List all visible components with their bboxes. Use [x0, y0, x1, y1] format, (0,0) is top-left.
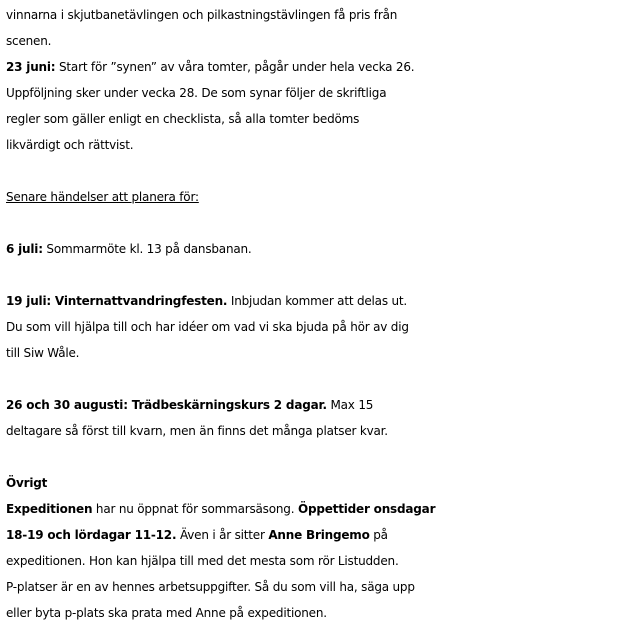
- person-name: Anne Bringemo: [268, 528, 370, 542]
- ovrigt-line: expeditionen. Hon kan hjälpa till med det mesta som rör Listudden.: [6, 554, 399, 568]
- event-june23-first-line: [6, 54, 614, 80]
- event-date: 23 juni:: [6, 60, 56, 74]
- event-title: 26 och 30 augusti: Trädbeskärningskurs 2 dagar.: [6, 398, 327, 412]
- spacer: [6, 210, 614, 236]
- document-body: [6, 2, 614, 626]
- event-july6: [6, 236, 614, 262]
- ovrigt-text: har nu öppnat för sommarsäsong.: [92, 502, 298, 516]
- ovrigt-heading: Övrigt: [6, 476, 48, 490]
- ovrigt-line: [6, 522, 614, 548]
- intro-line: scenen.: [6, 34, 52, 48]
- ovrigt-text: Även i år sitter: [176, 528, 269, 542]
- event-date: 6 juli:: [6, 242, 43, 256]
- event-july19-first-line: [6, 288, 614, 314]
- opening-hours-times: 18-19 och lördagar 11-12.: [6, 528, 177, 542]
- event-text-line: likvärdigt och rättvist.: [6, 138, 134, 152]
- event-text-line: Du som vill hjälpa till och har idéer om vad vi ska bjuda på hör av dig: [6, 320, 409, 334]
- event-text-line: Uppföljning sker under vecka 28. De som synar följer de skriftliga: [6, 86, 387, 100]
- ovrigt-text: på: [369, 528, 388, 542]
- spacer: [6, 158, 614, 184]
- event-text-line: till Siw Wåle.: [6, 346, 80, 360]
- ovrigt-line: [6, 496, 614, 522]
- event-text-line: regler som gäller enligt en checklista, så alla tomter bedöms: [6, 112, 360, 126]
- spacer: [6, 262, 614, 288]
- event-august-first-line: [6, 392, 614, 418]
- event-text: Inbjudan kommer att delas ut.: [227, 294, 408, 308]
- spacer: [6, 444, 614, 470]
- event-text: Sommarmöte kl. 13 på dansbanan.: [42, 242, 252, 256]
- event-text: Max 15: [326, 398, 374, 412]
- opening-hours-label: Öppettider onsdagar: [297, 502, 436, 516]
- event-text-line: deltagare så först till kvarn, men än finns det många platser kvar.: [6, 424, 388, 438]
- ovrigt-line: P-platser är en av hennes arbetsuppgifter. Så du som vill ha, säga upp: [6, 580, 415, 594]
- ovrigt-line: eller byta p-plats ska prata med Anne på expeditionen.: [6, 606, 327, 620]
- section-heading-later: [6, 184, 614, 210]
- event-text: Start för ”synen” av våra tomter, pågår under hela vecka 26.: [55, 60, 415, 74]
- spacer: [6, 366, 614, 392]
- event-title: 19 juli: Vinternattvandringfesten.: [6, 294, 228, 308]
- expeditionen-label: Expeditionen: [6, 502, 93, 516]
- intro-line: vinnarna i skjutbanetävlingen och pilkastningstävlingen få pris från: [6, 8, 398, 22]
- later-heading: Senare händelser att planera för:: [6, 190, 199, 204]
